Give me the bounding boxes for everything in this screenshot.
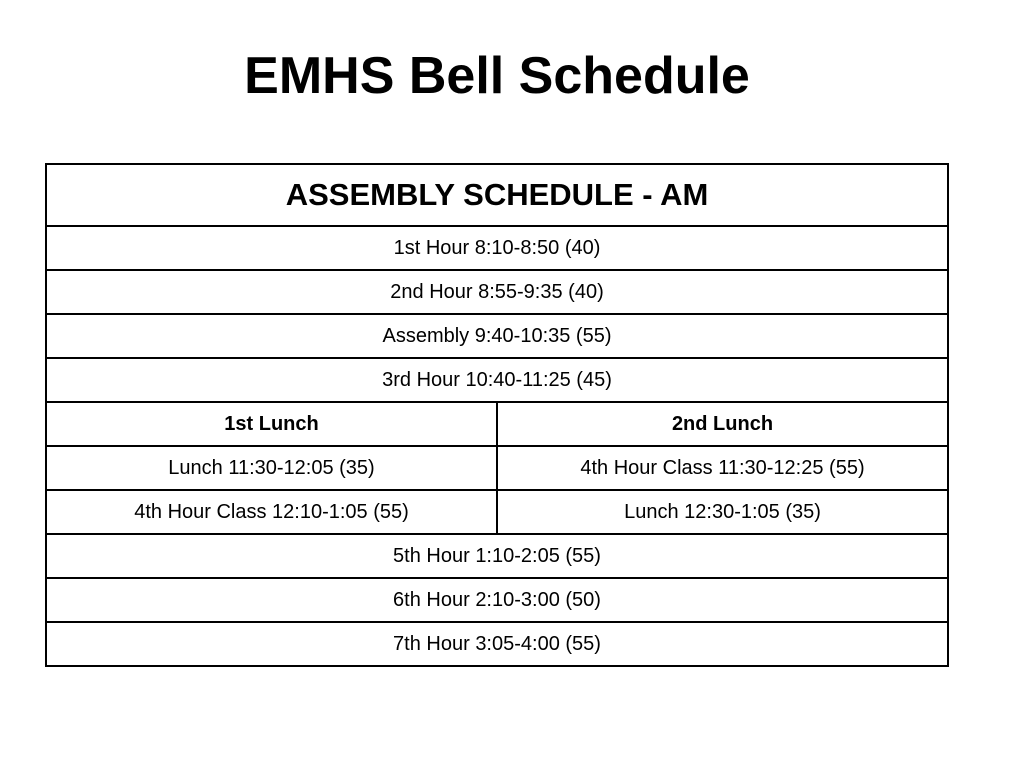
schedule-heading: ASSEMBLY SCHEDULE - AM — [46, 164, 948, 226]
period-cell: 7th Hour 3:05-4:00 (55) — [46, 622, 948, 666]
first-lunch-header: 1st Lunch — [46, 402, 497, 446]
period-cell: 2nd Hour 8:55-9:35 (40) — [46, 270, 948, 314]
second-lunch-cell: Lunch 12:30-1:05 (35) — [497, 490, 948, 534]
period-cell: Assembly 9:40-10:35 (55) — [46, 314, 948, 358]
table-row — [46, 358, 948, 402]
period-cell: 6th Hour 2:10-3:00 (50) — [46, 578, 948, 622]
table-row — [46, 446, 948, 490]
first-lunch-cell: Lunch 11:30-12:05 (35) — [46, 446, 497, 490]
table-row — [46, 490, 948, 534]
table-header-row — [46, 164, 948, 226]
first-lunch-cell: 4th Hour Class 12:10-1:05 (55) — [46, 490, 497, 534]
table-row — [46, 622, 948, 666]
page-title: EMHS Bell Schedule — [244, 47, 750, 105]
table-row — [46, 314, 948, 358]
schedule-table — [45, 163, 949, 667]
period-cell: 3rd Hour 10:40-11:25 (45) — [46, 358, 948, 402]
table-row — [46, 534, 948, 578]
table-row — [46, 226, 948, 270]
period-cell: 1st Hour 8:10-8:50 (40) — [46, 226, 948, 270]
second-lunch-header: 2nd Lunch — [497, 402, 948, 446]
lunch-header-row — [46, 402, 948, 446]
table-row — [46, 270, 948, 314]
period-cell: 5th Hour 1:10-2:05 (55) — [46, 534, 948, 578]
table-row — [46, 578, 948, 622]
second-lunch-cell: 4th Hour Class 11:30-12:25 (55) — [497, 446, 948, 490]
